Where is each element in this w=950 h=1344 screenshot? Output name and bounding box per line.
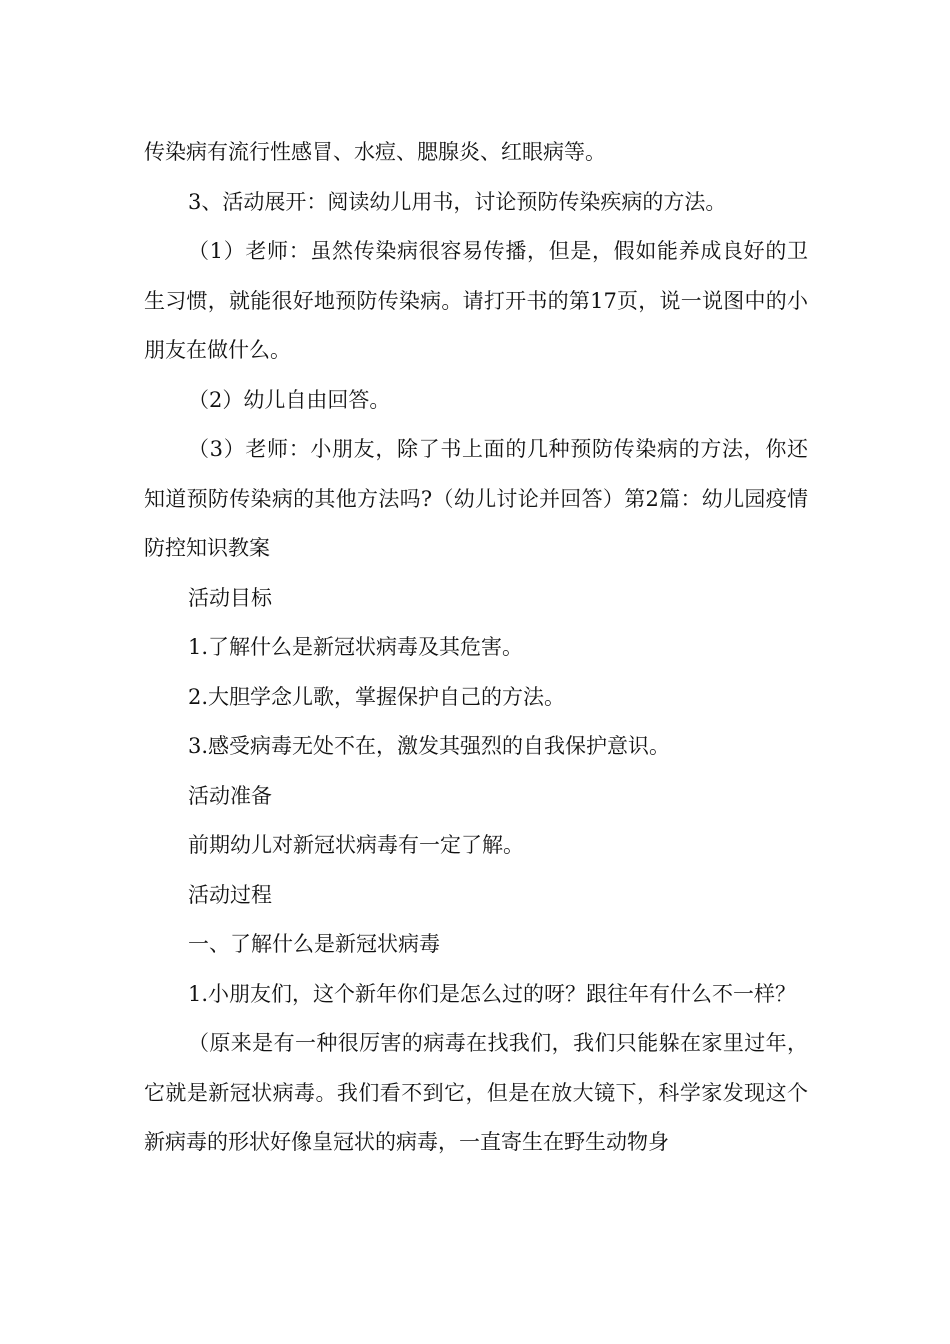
paragraph-1: 传染病有流行性感冒、水痘、腮腺炎、红眼病等。 [144,140,606,164]
goal-item-2: 2.大胆学念儿歌，掌握保护自己的方法。 [188,684,566,709]
paragraph-5: （3）老师：小朋友，除了书上面的几种预防传染病的方法，你还知道预防传染病的其他方法吗?（幼儿讨论并回答）第2篇：幼儿园疫情防控知识教案 [144,437,808,560]
goal-item-1: 1.了解什么是新冠状病毒及其危害。 [188,635,524,659]
process-step-1-heading: 一、了解什么是新冠状病毒 [188,932,440,956]
document-body [144,128,808,1168]
paragraph-3: （1）老师：虽然传染病很容易传播，但是，假如能养成良好的卫生习惯，就能很好地预防传染病。请打开书的第17页，说一说图中的小朋友在做什么。 [144,239,808,362]
process-explanation: （原来是有一种很厉害的病毒在找我们，我们只能躲在家里过年，它就是新冠状病毒。我们看不到它，但是在放大镜下，科学家发现这个新病毒的形状好像皇冠状的病毒，一直寄生在野生动物身 [144,1031,808,1154]
section-heading-process: 活动过程 [188,882,272,907]
process-question-1: 1.小朋友们，这个新年你们是怎么过的呀？跟往年有什么不一样？ [188,981,797,1006]
section-heading-goals: 活动目标 [188,585,272,610]
paragraph-2: 3、活动展开：阅读幼儿用书，讨论预防传染疾病的方法。 [188,189,727,214]
goal-item-3: 3.感受病毒无处不在，激发其强烈的自我保护意识。 [188,734,671,758]
preparation-text: 前期幼儿对新冠状病毒有一定了解。 [188,833,524,857]
section-heading-preparation: 活动准备 [188,783,272,808]
paragraph-4: （2）幼儿自由回答。 [188,387,391,412]
